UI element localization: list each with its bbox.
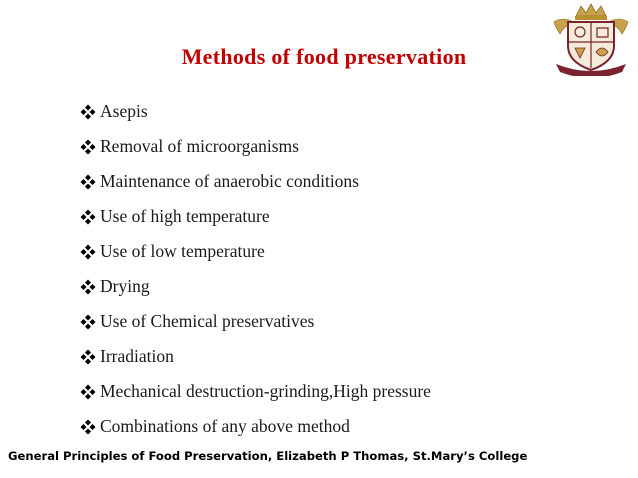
list-item-text: Use of Chemical preservatives — [100, 311, 315, 331]
list-item — [80, 129, 431, 164]
list-item — [80, 409, 431, 444]
list-item-text: Drying — [100, 276, 150, 296]
four-diamond-bullet-icon — [80, 419, 96, 435]
list-item — [80, 304, 431, 339]
methods-list — [80, 94, 431, 444]
list-item-text: Maintenance of anaerobic conditions — [100, 171, 359, 191]
list-item-text: Irradiation — [100, 346, 174, 366]
list-item-text: Mechanical destruction-grinding,High pressure — [100, 381, 431, 401]
list-item — [80, 234, 431, 269]
four-diamond-bullet-icon — [80, 174, 96, 190]
four-diamond-bullet-icon — [80, 314, 96, 330]
four-diamond-bullet-icon — [80, 279, 96, 295]
slide-title: Methods of food preservation — [181, 44, 467, 69]
list-item — [80, 269, 431, 304]
list-item-text: Use of high temperature — [100, 206, 270, 226]
slide-footer: General Principles of Food Preservation, Elizabeth P Thomas, St.Mary’s College — [8, 449, 528, 463]
four-diamond-bullet-icon — [80, 139, 96, 155]
four-diamond-bullet-icon — [80, 244, 96, 260]
four-diamond-bullet-icon — [80, 209, 96, 225]
four-diamond-bullet-icon — [80, 104, 96, 120]
list-item-text: Use of low temperature — [100, 241, 265, 261]
list-item — [80, 164, 431, 199]
four-diamond-bullet-icon — [80, 384, 96, 400]
list-item-text: Removal of microorganisms — [100, 136, 299, 156]
list-item — [80, 199, 431, 234]
list-item-text: Combinations of any above method — [100, 416, 350, 436]
four-diamond-bullet-icon — [80, 349, 96, 365]
list-item — [80, 339, 431, 374]
list-item — [80, 374, 431, 409]
list-item-text: Asepis — [100, 101, 148, 121]
list-item — [80, 94, 431, 129]
